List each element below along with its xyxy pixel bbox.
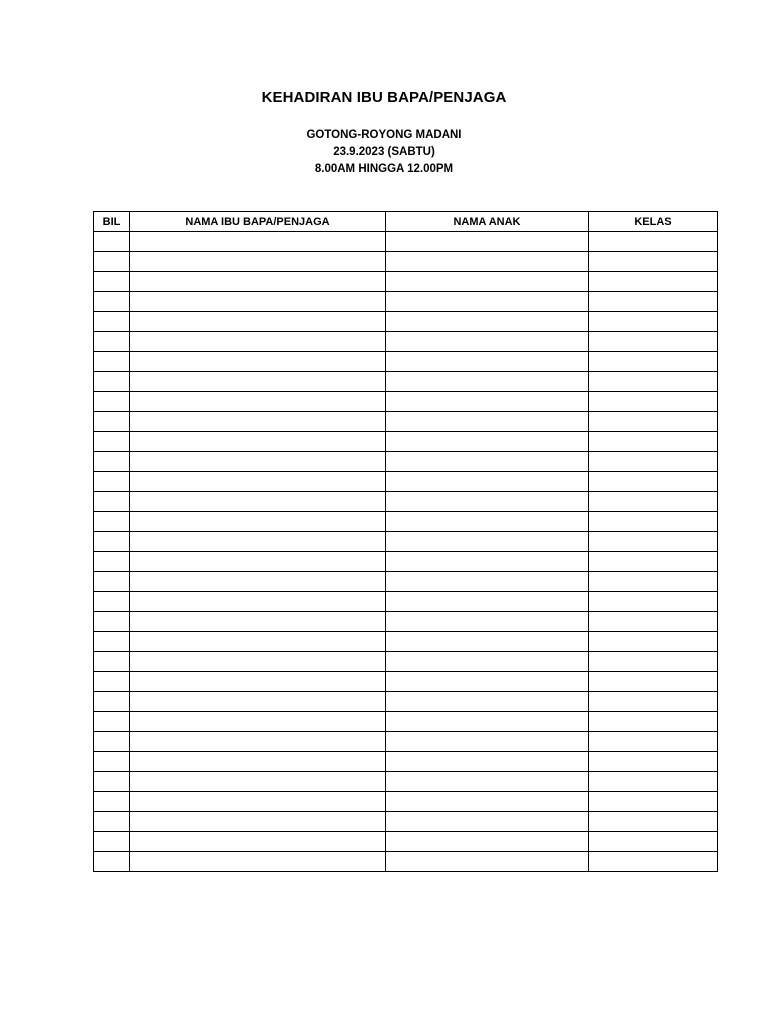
nama-anak-cell	[386, 272, 589, 292]
nama-anak-cell	[386, 512, 589, 532]
bil-cell	[94, 232, 130, 252]
nama-penjaga-cell	[130, 392, 386, 412]
bil-cell	[94, 452, 130, 472]
nama-anak-cell	[386, 712, 589, 732]
nama-anak-cell	[386, 852, 589, 872]
table-row	[94, 772, 718, 792]
kelas-cell	[589, 492, 718, 512]
kelas-cell	[589, 792, 718, 812]
bil-cell	[94, 732, 130, 752]
column-header-kelas: KELAS	[589, 212, 718, 232]
table-row	[94, 632, 718, 652]
bil-cell	[94, 292, 130, 312]
kelas-cell	[589, 292, 718, 312]
bil-cell	[94, 612, 130, 632]
kelas-cell	[589, 532, 718, 552]
nama-anak-cell	[386, 752, 589, 772]
table-row	[94, 232, 718, 252]
table-row	[94, 312, 718, 332]
nama-anak-cell	[386, 672, 589, 692]
bil-cell	[94, 552, 130, 572]
kelas-cell	[589, 352, 718, 372]
nama-penjaga-cell	[130, 452, 386, 472]
bil-cell	[94, 252, 130, 272]
table-row	[94, 452, 718, 472]
nama-penjaga-cell	[130, 312, 386, 332]
nama-penjaga-cell	[130, 292, 386, 312]
table-row	[94, 792, 718, 812]
nama-penjaga-cell	[130, 352, 386, 372]
bil-cell	[94, 272, 130, 292]
kelas-cell	[589, 732, 718, 752]
bil-cell	[94, 752, 130, 772]
nama-anak-cell	[386, 532, 589, 552]
kelas-cell	[589, 832, 718, 852]
nama-anak-cell	[386, 292, 589, 312]
table-row	[94, 672, 718, 692]
table-row	[94, 332, 718, 352]
table-row	[94, 752, 718, 772]
nama-penjaga-cell	[130, 552, 386, 572]
kelas-cell	[589, 672, 718, 692]
nama-penjaga-cell	[130, 432, 386, 452]
table-row	[94, 692, 718, 712]
table-row	[94, 732, 718, 752]
table-row	[94, 612, 718, 632]
table-row	[94, 492, 718, 512]
nama-penjaga-cell	[130, 672, 386, 692]
bil-cell	[94, 832, 130, 852]
nama-penjaga-cell	[130, 852, 386, 872]
table-row	[94, 252, 718, 272]
table-row	[94, 372, 718, 392]
nama-penjaga-cell	[130, 792, 386, 812]
table-row	[94, 532, 718, 552]
bil-cell	[94, 352, 130, 372]
bil-cell	[94, 692, 130, 712]
nama-anak-cell	[386, 252, 589, 272]
table-row	[94, 352, 718, 372]
nama-penjaga-cell	[130, 612, 386, 632]
nama-anak-cell	[386, 792, 589, 812]
nama-anak-cell	[386, 592, 589, 612]
kelas-cell	[589, 252, 718, 272]
kelas-cell	[589, 312, 718, 332]
nama-penjaga-cell	[130, 272, 386, 292]
kelas-cell	[589, 652, 718, 672]
nama-anak-cell	[386, 352, 589, 372]
nama-penjaga-cell	[130, 692, 386, 712]
bil-cell	[94, 632, 130, 652]
kelas-cell	[589, 692, 718, 712]
kelas-cell	[589, 232, 718, 252]
kelas-cell	[589, 372, 718, 392]
kelas-cell	[589, 752, 718, 772]
kelas-cell	[589, 272, 718, 292]
nama-anak-cell	[386, 772, 589, 792]
kelas-cell	[589, 612, 718, 632]
nama-anak-cell	[386, 232, 589, 252]
nama-anak-cell	[386, 652, 589, 672]
nama-penjaga-cell	[130, 652, 386, 672]
table-row	[94, 592, 718, 612]
column-header-bil: BIL	[94, 212, 130, 232]
bil-cell	[94, 672, 130, 692]
bil-cell	[94, 532, 130, 552]
event-date: 23.9.2023 (SABTU)	[333, 146, 435, 158]
nama-anak-cell	[386, 732, 589, 752]
table-row	[94, 472, 718, 492]
nama-anak-cell	[386, 372, 589, 392]
table-row	[94, 512, 718, 532]
nama-penjaga-cell	[130, 572, 386, 592]
table-row	[94, 392, 718, 412]
event-name: GOTONG-ROYONG MADANI	[306, 129, 462, 141]
table-row	[94, 812, 718, 832]
nama-anak-cell	[386, 552, 589, 572]
nama-penjaga-cell	[130, 372, 386, 392]
table-body	[94, 232, 718, 872]
bil-cell	[94, 592, 130, 612]
table-row	[94, 432, 718, 452]
nama-penjaga-cell	[130, 772, 386, 792]
column-header-nama-penjaga: NAMA IBU BAPA/PENJAGA	[130, 212, 386, 232]
kelas-cell	[589, 572, 718, 592]
document-title: KEHADIRAN IBU BAPA/PENJAGA	[261, 89, 507, 106]
attendance-table	[93, 211, 718, 872]
bil-cell	[94, 492, 130, 512]
bil-cell	[94, 792, 130, 812]
nama-penjaga-cell	[130, 812, 386, 832]
nama-penjaga-cell	[130, 412, 386, 432]
nama-penjaga-cell	[130, 592, 386, 612]
bil-cell	[94, 432, 130, 452]
nama-anak-cell	[386, 572, 589, 592]
nama-anak-cell	[386, 312, 589, 332]
kelas-cell	[589, 332, 718, 352]
nama-anak-cell	[386, 612, 589, 632]
nama-anak-cell	[386, 692, 589, 712]
kelas-cell	[589, 772, 718, 792]
bil-cell	[94, 412, 130, 432]
bil-cell	[94, 572, 130, 592]
column-header-nama-anak: NAMA ANAK	[386, 212, 589, 232]
table-header-row	[94, 212, 718, 232]
nama-anak-cell	[386, 452, 589, 472]
kelas-cell	[589, 472, 718, 492]
kelas-cell	[589, 512, 718, 532]
table-row	[94, 852, 718, 872]
table-row	[94, 272, 718, 292]
kelas-cell	[589, 412, 718, 432]
nama-anak-cell	[386, 332, 589, 352]
bil-cell	[94, 652, 130, 672]
nama-anak-cell	[386, 492, 589, 512]
table-row	[94, 572, 718, 592]
nama-anak-cell	[386, 432, 589, 452]
nama-penjaga-cell	[130, 832, 386, 852]
nama-penjaga-cell	[130, 632, 386, 652]
bil-cell	[94, 812, 130, 832]
bil-cell	[94, 312, 130, 332]
kelas-cell	[589, 392, 718, 412]
nama-penjaga-cell	[130, 332, 386, 352]
kelas-cell	[589, 432, 718, 452]
table-row	[94, 292, 718, 312]
bil-cell	[94, 332, 130, 352]
table-row	[94, 412, 718, 432]
nama-penjaga-cell	[130, 532, 386, 552]
nama-penjaga-cell	[130, 472, 386, 492]
kelas-cell	[589, 812, 718, 832]
kelas-cell	[589, 712, 718, 732]
table-row	[94, 712, 718, 732]
bil-cell	[94, 852, 130, 872]
kelas-cell	[589, 632, 718, 652]
nama-anak-cell	[386, 812, 589, 832]
nama-penjaga-cell	[130, 752, 386, 772]
nama-penjaga-cell	[130, 732, 386, 752]
kelas-cell	[589, 592, 718, 612]
nama-penjaga-cell	[130, 712, 386, 732]
kelas-cell	[589, 452, 718, 472]
table-row	[94, 552, 718, 572]
nama-anak-cell	[386, 632, 589, 652]
nama-penjaga-cell	[130, 252, 386, 272]
nama-penjaga-cell	[130, 492, 386, 512]
table-row	[94, 652, 718, 672]
bil-cell	[94, 712, 130, 732]
bil-cell	[94, 372, 130, 392]
bil-cell	[94, 392, 130, 412]
nama-penjaga-cell	[130, 512, 386, 532]
nama-penjaga-cell	[130, 232, 386, 252]
kelas-cell	[589, 852, 718, 872]
nama-anak-cell	[386, 392, 589, 412]
table-row	[94, 832, 718, 852]
nama-anak-cell	[386, 472, 589, 492]
bil-cell	[94, 772, 130, 792]
bil-cell	[94, 512, 130, 532]
nama-anak-cell	[386, 832, 589, 852]
bil-cell	[94, 472, 130, 492]
nama-anak-cell	[386, 412, 589, 432]
event-time: 8.00AM HINGGA 12.00PM	[314, 163, 454, 175]
kelas-cell	[589, 552, 718, 572]
